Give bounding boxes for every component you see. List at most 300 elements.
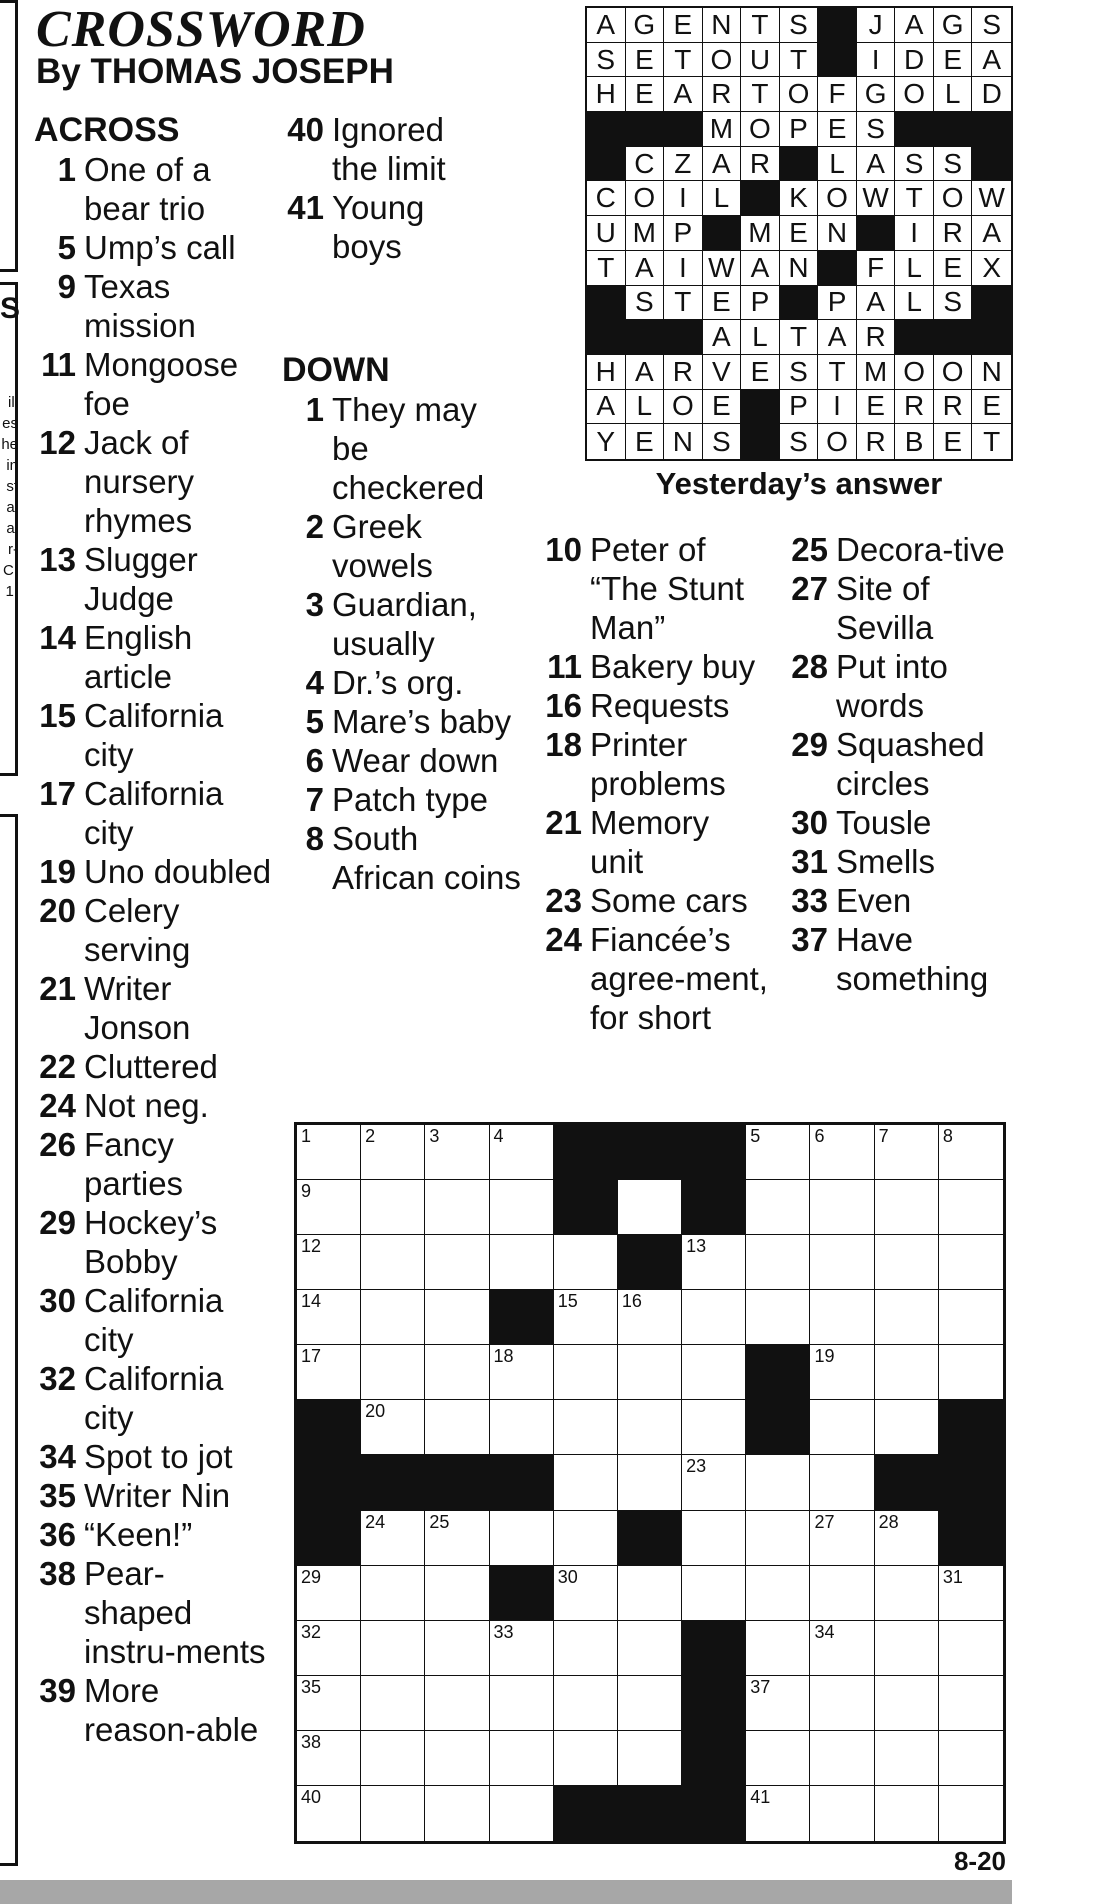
clue-number: 30 xyxy=(39,1282,76,1319)
grid-cell[interactable] xyxy=(746,1566,810,1621)
grid-cell-number: 6 xyxy=(814,1126,825,1146)
grid-black-square xyxy=(682,1676,746,1731)
grid-cell[interactable] xyxy=(297,1676,361,1731)
clue-text: Smells xyxy=(836,843,936,880)
grid-cell[interactable] xyxy=(297,1786,361,1841)
grid-cell[interactable] xyxy=(746,1180,810,1235)
answer-letter: J xyxy=(857,8,896,43)
answer-black-square xyxy=(780,286,819,321)
grid-cell[interactable] xyxy=(554,1400,618,1455)
grid-cell[interactable] xyxy=(939,1786,1003,1841)
grid-cell[interactable] xyxy=(746,1621,810,1676)
grid-black-square xyxy=(297,1511,361,1566)
grid-cell[interactable] xyxy=(810,1786,874,1841)
clue-number: 3 xyxy=(305,586,324,623)
grid-cell[interactable] xyxy=(618,1345,682,1400)
answer-black-square xyxy=(934,320,973,355)
grid-black-square xyxy=(490,1455,554,1510)
grid-cell[interactable] xyxy=(939,1235,1003,1290)
grid-cell[interactable] xyxy=(361,1676,425,1731)
down-column-3 xyxy=(776,530,1016,998)
grid-cell[interactable] xyxy=(810,1731,874,1786)
answer-black-square xyxy=(626,112,665,147)
grid-cell[interactable] xyxy=(425,1511,489,1566)
grid-cell[interactable] xyxy=(939,1621,1003,1676)
grid-cell[interactable] xyxy=(618,1400,682,1455)
answer-black-square xyxy=(664,112,703,147)
clue-number: 11 xyxy=(41,346,76,383)
grid-cell-number: 38 xyxy=(301,1731,322,1752)
clue-text: South African coins xyxy=(332,820,521,896)
grid-cell[interactable] xyxy=(875,1290,939,1345)
grid-cell[interactable] xyxy=(746,1235,810,1290)
down-clue-8 xyxy=(282,819,522,897)
clue-number: 40 xyxy=(287,111,324,148)
clue-number: 7 xyxy=(305,781,324,818)
edge-fragment: al xyxy=(6,499,18,516)
grid-cell[interactable] xyxy=(939,1290,1003,1345)
clue-number: 24 xyxy=(545,921,582,958)
grid-cell[interactable] xyxy=(618,1676,682,1731)
grid-cell-number: 18 xyxy=(493,1346,514,1367)
grid-cell-number: 19 xyxy=(814,1346,835,1367)
answer-letter: T xyxy=(664,43,703,78)
grid-cell[interactable] xyxy=(810,1511,874,1566)
grid-cell[interactable] xyxy=(810,1400,874,1455)
answer-letter: C xyxy=(626,147,665,182)
yesterday-answer-grid xyxy=(585,6,1013,461)
grid-cell[interactable] xyxy=(297,1290,361,1345)
answer-black-square xyxy=(818,8,857,43)
grid-cell[interactable] xyxy=(746,1125,810,1180)
answer-black-square xyxy=(626,320,665,355)
edge-fragment: C, xyxy=(3,562,18,579)
grid-cell[interactable] xyxy=(618,1290,682,1345)
clue-text: California city xyxy=(84,1360,224,1436)
clue-text: Writer Jonson xyxy=(84,970,191,1046)
clue-number: 34 xyxy=(39,1438,76,1475)
grid-cell[interactable] xyxy=(297,1566,361,1621)
clue-text: Slugger Judge xyxy=(84,541,198,617)
clue-number: 35 xyxy=(39,1477,76,1514)
grid-cell-number: 17 xyxy=(301,1346,322,1367)
down-clue-10 xyxy=(530,530,770,647)
answer-letter: A xyxy=(818,320,857,355)
grid-cell[interactable] xyxy=(361,1731,425,1786)
grid-cell[interactable] xyxy=(490,1676,554,1731)
answer-letter: D xyxy=(972,77,1011,112)
clue-text: Decora-tive xyxy=(836,531,1005,568)
clue-number: 12 xyxy=(39,424,76,461)
grid-cell[interactable] xyxy=(297,1125,361,1180)
grid-cell[interactable] xyxy=(939,1566,1003,1621)
answer-letter: W xyxy=(857,181,896,216)
answer-black-square xyxy=(895,112,934,147)
grid-cell-number: 4 xyxy=(493,1126,504,1146)
grid-cell[interactable] xyxy=(361,1235,425,1290)
answer-letter: E xyxy=(972,390,1011,425)
clue-text: Tousle xyxy=(836,804,932,841)
answer-letter: F xyxy=(857,251,896,286)
grid-cell[interactable] xyxy=(875,1345,939,1400)
clue-text: Dr.’s org. xyxy=(332,664,464,701)
grid-cell[interactable] xyxy=(554,1290,618,1345)
answer-letter: S xyxy=(587,43,626,78)
grid-cell[interactable] xyxy=(875,1676,939,1731)
answer-black-square xyxy=(972,320,1011,355)
grid-cell[interactable] xyxy=(361,1400,425,1455)
grid-cell-number: 40 xyxy=(301,1786,322,1807)
grid-cell[interactable] xyxy=(361,1180,425,1235)
grid-black-square xyxy=(682,1180,746,1235)
grid-cell[interactable] xyxy=(875,1125,939,1180)
clue-number: 24 xyxy=(39,1087,76,1124)
grid-cell[interactable] xyxy=(682,1290,746,1345)
clue-number: 9 xyxy=(57,268,76,305)
answer-letter: N xyxy=(664,424,703,459)
grid-cell[interactable] xyxy=(682,1511,746,1566)
grid-cell[interactable] xyxy=(618,1731,682,1786)
grid-cell[interactable] xyxy=(425,1566,489,1621)
grid-cell[interactable] xyxy=(554,1235,618,1290)
answer-letter: H xyxy=(587,355,626,390)
grid-black-square xyxy=(939,1400,1003,1455)
down-clue-37 xyxy=(776,920,1016,998)
grid-cell[interactable] xyxy=(425,1290,489,1345)
clue-text: Cluttered xyxy=(84,1048,218,1085)
clue-text: One of a bear trio xyxy=(84,151,211,227)
grid-cell[interactable] xyxy=(425,1400,489,1455)
grid-cell-number: 8 xyxy=(942,1126,953,1146)
clue-text: Ignored the limit xyxy=(332,111,446,187)
across-clue-20 xyxy=(34,891,272,969)
answer-letter: O xyxy=(934,355,973,390)
grid-cell[interactable] xyxy=(810,1345,874,1400)
clue-number: 21 xyxy=(39,970,76,1007)
grid-cell[interactable] xyxy=(810,1180,874,1235)
grid-cell[interactable] xyxy=(490,1400,554,1455)
grid-cell[interactable] xyxy=(554,1731,618,1786)
edge-fragment: ill xyxy=(8,394,18,411)
across-clue-41 xyxy=(282,188,472,266)
grid-cell[interactable] xyxy=(810,1290,874,1345)
answer-letter: L xyxy=(818,147,857,182)
clue-text: California city xyxy=(84,1282,224,1358)
across-clue-5 xyxy=(34,228,272,267)
grid-cell[interactable] xyxy=(425,1786,489,1841)
clue-number: 14 xyxy=(39,619,76,656)
grid-cell[interactable] xyxy=(746,1786,810,1841)
answer-letter: G xyxy=(857,77,896,112)
clue-number: 30 xyxy=(791,804,828,841)
grid-cell-number: 3 xyxy=(429,1126,440,1146)
across-clue-12 xyxy=(34,423,272,540)
answer-black-square xyxy=(741,390,780,425)
grid-cell[interactable] xyxy=(425,1676,489,1731)
grid-cell[interactable] xyxy=(490,1235,554,1290)
down-clue-29 xyxy=(776,725,1016,803)
grid-cell-number: 29 xyxy=(301,1566,322,1587)
clue-text: Not neg. xyxy=(84,1087,209,1124)
answer-letter: M xyxy=(703,112,742,147)
answer-letter: R xyxy=(741,147,780,182)
grid-cell[interactable] xyxy=(618,1455,682,1510)
grid-cell-number: 30 xyxy=(557,1566,578,1587)
grid-cell[interactable] xyxy=(361,1125,425,1180)
answer-letter: S xyxy=(857,112,896,147)
answer-letter: D xyxy=(895,43,934,78)
grid-cell[interactable] xyxy=(810,1566,874,1621)
answer-letter: B xyxy=(895,424,934,459)
grid-cell[interactable] xyxy=(425,1621,489,1676)
answer-letter: A xyxy=(587,390,626,425)
answer-letter: R xyxy=(934,216,973,251)
grid-cell[interactable] xyxy=(618,1566,682,1621)
down-column-2 xyxy=(530,530,770,1037)
down-heading: DOWN xyxy=(282,351,390,389)
answer-black-square xyxy=(587,112,626,147)
grid-cell[interactable] xyxy=(297,1621,361,1676)
clue-text: “Keen!” xyxy=(84,1516,193,1553)
answer-letter: T xyxy=(741,8,780,43)
clue-number: 5 xyxy=(305,703,324,740)
answer-letter: R xyxy=(664,355,703,390)
grid-cell[interactable] xyxy=(554,1676,618,1731)
grid-cell[interactable] xyxy=(361,1621,425,1676)
grid-cell[interactable] xyxy=(618,1180,682,1235)
answer-black-square xyxy=(741,181,780,216)
answer-letter: V xyxy=(703,355,742,390)
grid-cell-number: 15 xyxy=(557,1291,578,1312)
grid-cell[interactable] xyxy=(939,1731,1003,1786)
clue-number: 38 xyxy=(39,1555,76,1592)
grid-cell[interactable] xyxy=(297,1731,361,1786)
answer-letter: A xyxy=(626,355,665,390)
answer-letter: E xyxy=(626,77,665,112)
grid-cell[interactable] xyxy=(939,1180,1003,1235)
grid-cell-number: 25 xyxy=(429,1511,450,1532)
edge-fragment: 1. xyxy=(5,583,18,600)
down-clue-3 xyxy=(282,585,522,663)
clue-number: 2 xyxy=(305,508,324,545)
grid-cell[interactable] xyxy=(875,1180,939,1235)
answer-letter: T xyxy=(664,286,703,321)
answer-letter: O xyxy=(741,112,780,147)
grid-cell[interactable] xyxy=(425,1180,489,1235)
grid-cell[interactable] xyxy=(554,1511,618,1566)
answer-letter: S xyxy=(780,424,819,459)
grid-cell[interactable] xyxy=(425,1125,489,1180)
grid-black-square xyxy=(618,1235,682,1290)
down-clue-4 xyxy=(282,663,522,702)
down-clue-5 xyxy=(282,702,522,741)
edge-fragment: he xyxy=(1,436,18,453)
crossword-grid[interactable] xyxy=(294,1122,1006,1844)
clue-number: 23 xyxy=(545,882,582,919)
answer-letter: A xyxy=(857,286,896,321)
grid-cell-number: 2 xyxy=(365,1126,376,1146)
grid-cell[interactable] xyxy=(875,1621,939,1676)
clue-number: 5 xyxy=(57,229,76,266)
grid-cell[interactable] xyxy=(554,1345,618,1400)
grid-cell[interactable] xyxy=(682,1235,746,1290)
grid-cell[interactable] xyxy=(875,1786,939,1841)
grid-cell[interactable] xyxy=(939,1125,1003,1180)
grid-cell-number: 41 xyxy=(750,1786,771,1807)
clue-number: 16 xyxy=(545,687,582,724)
edge-fragment: es xyxy=(2,415,18,432)
answer-black-square xyxy=(664,320,703,355)
grid-cell[interactable] xyxy=(682,1566,746,1621)
answer-letter: P xyxy=(664,216,703,251)
grid-cell[interactable] xyxy=(554,1621,618,1676)
grid-cell[interactable] xyxy=(490,1786,554,1841)
grid-black-square xyxy=(682,1621,746,1676)
answer-letter: E xyxy=(818,112,857,147)
down-clue-23 xyxy=(530,881,770,920)
grid-cell-number: 27 xyxy=(814,1511,835,1532)
grid-cell[interactable] xyxy=(490,1125,554,1180)
answer-letter: E xyxy=(780,216,819,251)
clue-number: 20 xyxy=(39,892,76,929)
across-clue-35 xyxy=(34,1476,272,1515)
answer-letter: X xyxy=(972,251,1011,286)
grid-cell[interactable] xyxy=(682,1345,746,1400)
grid-black-square xyxy=(554,1180,618,1235)
grid-cell[interactable] xyxy=(810,1455,874,1510)
answer-letter: O xyxy=(934,181,973,216)
down-clue-21 xyxy=(530,803,770,881)
clue-text: More reason-able xyxy=(84,1672,259,1748)
grid-cell[interactable] xyxy=(810,1621,874,1676)
answer-letter: Y xyxy=(587,424,626,459)
grid-cell[interactable] xyxy=(297,1345,361,1400)
answer-letter: R xyxy=(895,390,934,425)
clue-text: Even xyxy=(836,882,912,919)
edge-box-bottom xyxy=(0,814,18,1866)
puzzle-byline: By THOMAS JOSEPH xyxy=(36,52,394,91)
answer-letter: R xyxy=(934,390,973,425)
down-clue-28 xyxy=(776,647,1016,725)
clue-text: Young boys xyxy=(332,189,425,265)
grid-cell[interactable] xyxy=(425,1345,489,1400)
clue-text: Bakery buy xyxy=(590,648,756,685)
edge-fragment: r- xyxy=(8,541,18,558)
answer-letter: O xyxy=(626,181,665,216)
grid-cell[interactable] xyxy=(682,1455,746,1510)
grid-cell[interactable] xyxy=(361,1290,425,1345)
across-clue-17 xyxy=(34,774,272,852)
answer-letter: P xyxy=(780,112,819,147)
down-clue-6 xyxy=(282,741,522,780)
grid-black-square xyxy=(618,1125,682,1180)
grid-cell[interactable] xyxy=(361,1786,425,1841)
grid-cell[interactable] xyxy=(425,1235,489,1290)
answer-letter: S xyxy=(703,424,742,459)
answer-letter: T xyxy=(741,77,780,112)
grid-cell[interactable] xyxy=(746,1511,810,1566)
grid-cell[interactable] xyxy=(875,1235,939,1290)
answer-letter: P xyxy=(818,286,857,321)
grid-cell[interactable] xyxy=(490,1180,554,1235)
answer-black-square xyxy=(703,216,742,251)
grid-cell[interactable] xyxy=(682,1400,746,1455)
clue-number: 33 xyxy=(791,882,828,919)
grid-cell[interactable] xyxy=(361,1345,425,1400)
answer-letter: I xyxy=(895,216,934,251)
grid-cell[interactable] xyxy=(810,1125,874,1180)
grid-cell[interactable] xyxy=(490,1345,554,1400)
answer-letter: U xyxy=(587,216,626,251)
edge-box-top xyxy=(0,0,18,272)
across-clue-15 xyxy=(34,696,272,774)
answer-letter: W xyxy=(972,181,1011,216)
answer-letter: S xyxy=(934,286,973,321)
answer-letter: R xyxy=(703,77,742,112)
grid-cell[interactable] xyxy=(875,1731,939,1786)
down-clue-24 xyxy=(530,920,770,1037)
grid-cell[interactable] xyxy=(361,1566,425,1621)
grid-cell[interactable] xyxy=(425,1731,489,1786)
answer-letter: I xyxy=(664,181,703,216)
grid-cell[interactable] xyxy=(361,1511,425,1566)
answer-letter: A xyxy=(664,77,703,112)
answer-letter: S xyxy=(626,286,665,321)
grid-black-square xyxy=(746,1345,810,1400)
grid-cell[interactable] xyxy=(939,1676,1003,1731)
grid-cell[interactable] xyxy=(810,1676,874,1731)
answer-letter: L xyxy=(895,286,934,321)
across-clue-11 xyxy=(34,345,272,423)
answer-letter: T xyxy=(780,43,819,78)
grid-cell[interactable] xyxy=(746,1731,810,1786)
grid-cell[interactable] xyxy=(939,1345,1003,1400)
grid-cell[interactable] xyxy=(297,1235,361,1290)
answer-letter: A xyxy=(741,251,780,286)
clue-text: Writer Nin xyxy=(84,1477,231,1514)
down-clue-33 xyxy=(776,881,1016,920)
grid-cell[interactable] xyxy=(746,1290,810,1345)
clue-number: 13 xyxy=(39,541,76,578)
edge-header: S xyxy=(0,292,21,325)
grid-cell[interactable] xyxy=(554,1566,618,1621)
answer-letter: O xyxy=(664,390,703,425)
grid-black-square xyxy=(425,1455,489,1510)
grid-cell[interactable] xyxy=(746,1676,810,1731)
answer-letter: S xyxy=(780,8,819,43)
grid-cell[interactable] xyxy=(875,1511,939,1566)
grid-cell[interactable] xyxy=(554,1455,618,1510)
grid-cell[interactable] xyxy=(490,1511,554,1566)
clue-number: 10 xyxy=(545,531,582,568)
clue-number: 29 xyxy=(39,1204,76,1241)
grid-cell[interactable] xyxy=(490,1731,554,1786)
clue-text: Requests xyxy=(590,687,730,724)
grid-cell[interactable] xyxy=(746,1455,810,1510)
clue-text: Pear-shaped instru-ments xyxy=(84,1555,266,1670)
grid-cell[interactable] xyxy=(297,1180,361,1235)
grid-cell[interactable] xyxy=(875,1400,939,1455)
answer-letter: N xyxy=(972,355,1011,390)
grid-cell[interactable] xyxy=(618,1621,682,1676)
clue-number: 37 xyxy=(791,921,828,958)
grid-cell[interactable] xyxy=(490,1621,554,1676)
grid-cell[interactable] xyxy=(875,1566,939,1621)
answer-letter: A xyxy=(895,8,934,43)
grid-cell[interactable] xyxy=(810,1235,874,1290)
clue-text: Guardian, usually xyxy=(332,586,477,662)
answer-letter: O xyxy=(818,424,857,459)
